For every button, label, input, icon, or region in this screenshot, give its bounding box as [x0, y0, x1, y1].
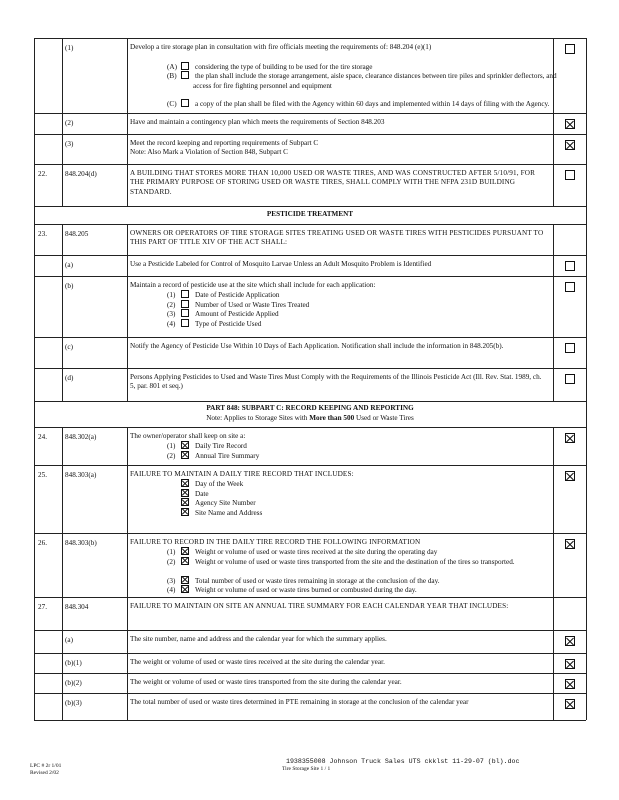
- item-number: 27.: [38, 603, 47, 611]
- column-rule: [62, 368, 63, 401]
- note-text: Used or Waste Tires: [354, 414, 414, 422]
- footer-revision: Revised 2/02: [30, 770, 59, 776]
- row-divider: [34, 673, 586, 674]
- sub-item-checkbox[interactable]: [181, 557, 189, 565]
- requirement-text: OWNERS OR OPERATORS OF TIRE STORAGE SITES TREATING USED OR WASTE TIRES WITH PESTICIDES PURSUANT TO THIS PART OF TITLE XIV OF THE ACT SHALL:: [130, 229, 544, 247]
- footer-file-name: 1938355008 Johnson Truck Sales UTS ckklst 11-29-07 (bl).doc: [286, 758, 520, 765]
- column-rule: [62, 693, 63, 720]
- item-number: 25.: [38, 471, 47, 479]
- column-rule: [127, 597, 128, 630]
- sub-item: [167, 319, 571, 329]
- violation-checkbox-r27b2[interactable]: [565, 679, 575, 689]
- sub-item: [167, 99, 571, 109]
- sub-item-checkbox[interactable]: [181, 498, 189, 506]
- sub-item-checkbox[interactable]: [181, 441, 189, 449]
- column-rule: [127, 337, 128, 368]
- sub-item-label: (B): [167, 72, 177, 81]
- column-rule: [127, 630, 128, 653]
- sub-item-text: considering the type of building to be used for the tire storage: [195, 62, 373, 71]
- section-reference: (b)(1): [65, 659, 82, 667]
- violation-checkbox-r1[interactable]: [565, 44, 575, 54]
- sub-item-checkbox[interactable]: [181, 290, 189, 298]
- column-rule: [553, 368, 554, 401]
- sub-item-checkbox[interactable]: [181, 62, 189, 70]
- column-rule: [62, 427, 63, 465]
- section-heading-pesticide: PESTICIDE TREATMENT: [266, 210, 354, 218]
- sub-item-label: (4): [167, 319, 176, 328]
- column-rule: [127, 255, 128, 276]
- column-rule: [62, 533, 63, 597]
- sub-item-text: Agency Site Number: [195, 499, 256, 508]
- section-reference: (c): [65, 343, 73, 351]
- requirement-text: FAILURE TO MAINTAIN ON SITE AN ANNUAL TIRE SUMMARY FOR EACH CALENDAR YEAR THAT INCLUDES:: [130, 602, 509, 610]
- sub-item: [167, 585, 571, 595]
- row-divider: [34, 206, 586, 207]
- column-rule: [62, 653, 63, 673]
- sub-item-checkbox[interactable]: [181, 300, 189, 308]
- column-rule: [62, 673, 63, 693]
- violation-checkbox-r27b3[interactable]: [565, 699, 575, 709]
- sub-item-text: Date of Pesticide Application: [195, 291, 280, 300]
- requirement-text: Meet the record keeping and reporting requirements of Subpart C: [130, 139, 319, 147]
- column-rule: [127, 368, 128, 401]
- section-reference: 848.204(d): [65, 170, 97, 178]
- column-rule: [62, 597, 63, 630]
- row-divider: [34, 134, 586, 135]
- column-rule: [127, 465, 128, 533]
- requirement-text: Use a Pesticide Labeled for Control of Mosquito Larvae Unless an Adult Mosquito Problem is Identified: [130, 260, 432, 268]
- section-reference: 848.303(b): [65, 539, 97, 547]
- sub-item-label: (3): [167, 310, 176, 319]
- row-divider: [34, 720, 586, 721]
- item-number: 24.: [38, 433, 47, 441]
- column-rule: [553, 134, 554, 164]
- column-rule: [553, 653, 554, 673]
- column-rule: [127, 693, 128, 720]
- section-reference: (b)(2): [65, 679, 82, 687]
- requirement-text: The owner/operator shall keep on site a:: [130, 432, 246, 440]
- violation-checkbox-r27b1[interactable]: [565, 659, 575, 669]
- sub-item-text: Daily Tire Record: [195, 442, 247, 451]
- footer-form-code: LPC # 2r 1/01: [30, 763, 62, 769]
- row-divider: [34, 465, 586, 466]
- column-rule: [127, 653, 128, 673]
- item-number: 22.: [38, 170, 47, 178]
- row-divider: [34, 653, 586, 654]
- column-rule: [553, 630, 554, 653]
- column-rule: [62, 113, 63, 134]
- row-divider: [34, 113, 586, 114]
- violation-checkbox-r27a[interactable]: [565, 636, 575, 646]
- footer-page-label: Tire Storage Site 1 / 1: [282, 766, 331, 772]
- note-text: Note: Applies to Storage Sites with: [206, 414, 310, 422]
- sub-item-label: (1): [167, 548, 176, 557]
- sub-item-checkbox[interactable]: [181, 508, 189, 516]
- sub-item-text: Type of Pesticide Used: [195, 319, 262, 328]
- sub-item-label: (2): [167, 451, 176, 460]
- column-rule: [127, 164, 128, 206]
- row-divider: [34, 337, 586, 338]
- column-rule: [553, 224, 554, 255]
- section-reference: (a): [65, 636, 73, 644]
- section-reference: (a): [65, 261, 73, 269]
- violation-checkbox-r23c[interactable]: [565, 343, 575, 353]
- column-rule: [553, 337, 554, 368]
- section-reference: 848.302(a): [65, 433, 97, 441]
- violation-checkbox-r23d[interactable]: [565, 374, 575, 384]
- sub-item-checkbox[interactable]: [181, 319, 189, 327]
- column-rule: [127, 533, 128, 597]
- column-rule: [62, 255, 63, 276]
- column-rule: [127, 134, 128, 164]
- sub-item-text: the plan shall include the storage arrangement, aisle space, clearance distances between tire piles and sprinkler deflectors, and access for fire fighting personnel and equipment: [193, 72, 557, 90]
- sub-item: [167, 508, 571, 518]
- sub-item-checkbox[interactable]: [181, 489, 189, 497]
- sub-item-text: Date: [195, 489, 209, 498]
- column-rule: [62, 224, 63, 255]
- row-divider: [34, 597, 586, 598]
- section-reference: (d): [65, 374, 74, 382]
- requirement-note: Note: Also Mark a Violation of Section 848, Subpart C: [130, 148, 288, 157]
- section-reference: (2): [65, 119, 74, 127]
- item-number: 23.: [38, 230, 47, 238]
- row-divider: [34, 427, 586, 428]
- column-rule: [553, 164, 554, 206]
- sub-item-label: (1): [167, 442, 176, 451]
- item-number: 26.: [38, 539, 47, 547]
- column-rule: [62, 337, 63, 368]
- row-divider: [34, 533, 586, 534]
- row-divider: [34, 401, 586, 402]
- sub-item-checkbox[interactable]: [181, 71, 189, 79]
- requirement-text: Maintain a record of pesticide use at the site which shall include for each application:: [130, 281, 376, 289]
- section-reference: (1): [65, 44, 74, 52]
- section-heading-subpart-c: PART 848: SUBPART C: RECORD KEEPING AND REPORTING: [206, 404, 414, 412]
- row-divider: [34, 368, 586, 369]
- requirement-text: Have and maintain a contingency plan which meets the requirements of Section 848.203: [130, 118, 385, 126]
- subpart-c-note: [34, 414, 586, 423]
- column-rule: [127, 673, 128, 693]
- column-rule: [127, 276, 128, 337]
- requirement-text: A BUILDING THAT STORES MORE THAN 10,000 USED OR WASTE TIRES, AND WAS CONSTRUCTED AFTER 5/10/91, FOR THE PRIMARY PURPOSE OF STORING USED OR WASTE TIRES, SHALL COMPLY WITH THE NFPA 231D BUILDING STANDARD.: [130, 169, 536, 196]
- column-rule: [62, 630, 63, 653]
- column-rule: [553, 673, 554, 693]
- column-rule: [127, 224, 128, 255]
- sub-item: [167, 451, 571, 461]
- section-reference: 848.303(a): [65, 471, 97, 479]
- column-rule: [62, 276, 63, 337]
- requirement-text: The site number, name and address and the calendar year for which the summary applies.: [130, 635, 387, 643]
- sub-item-checkbox[interactable]: [181, 576, 189, 584]
- table-right-border: [586, 38, 587, 720]
- sub-item-text: Total number of used or waste tires remaining in storage at the conclusion of the day.: [195, 576, 440, 585]
- requirement-text: The weight or volume of used or waste tires received at the site during the calendar year.: [130, 658, 385, 666]
- column-rule: [553, 255, 554, 276]
- sub-item-checkbox[interactable]: [181, 451, 189, 459]
- sub-item-checkbox[interactable]: [181, 99, 189, 107]
- column-rule: [62, 164, 63, 206]
- requirement-text: Persons Applying Pesticides to Used and Waste Tires Must Comply with the Requirements of the Illinois Pesticide Act (Ill. Rev. Stat. 1989, ch. 5, par. 801 et seq.): [130, 373, 542, 391]
- requirement-text: Notify the Agency of Pesticide Use Within 10 Days of Each Application. Notification shall include the information in 848.205(b).: [130, 342, 504, 350]
- row-divider: [34, 224, 586, 225]
- sub-item-label: (2): [167, 557, 176, 566]
- sub-item: [167, 71, 571, 91]
- column-rule: [553, 113, 554, 134]
- section-reference: 848.205: [65, 230, 89, 238]
- column-rule: [553, 597, 554, 630]
- row-divider: [34, 255, 586, 256]
- sub-item: [167, 557, 571, 567]
- sub-item-text: Site Name and Address: [195, 508, 263, 517]
- violation-checkbox-r22[interactable]: [565, 170, 575, 180]
- requirement-text: Develop a tire storage plan in consultation with fire officials meeting the requirements of: 848.204 (e)(1): [130, 43, 432, 51]
- sub-item-text: Amount of Pesticide Applied: [195, 310, 279, 319]
- column-rule: [127, 427, 128, 465]
- sub-item-text: Annual Tire Summary: [195, 451, 260, 460]
- sub-item-checkbox[interactable]: [181, 547, 189, 555]
- section-reference: (b): [65, 282, 74, 290]
- sub-item-checkbox[interactable]: [181, 309, 189, 317]
- column-rule: [62, 134, 63, 164]
- row-divider: [34, 164, 586, 165]
- row-divider: [34, 276, 586, 277]
- note-emphasis: More than 500: [309, 414, 355, 422]
- column-rule: [62, 38, 63, 113]
- violation-checkbox-r2[interactable]: [565, 119, 575, 129]
- sub-item-label: (3): [167, 576, 176, 585]
- sub-item-text: Weight or volume of used or waste tires burned or combusted during the day.: [195, 586, 417, 594]
- sub-item-text: Weight or volume of used or waste tires received at the site during the operating day: [195, 548, 438, 557]
- sub-item-label: (A): [167, 62, 177, 71]
- sub-item-text: Weight or volume of used or waste tires transported from the site and the destination of the tires so transported.: [195, 557, 515, 566]
- table-top-border: [34, 38, 586, 39]
- column-rule: [127, 38, 128, 113]
- section-reference: 848.304: [65, 603, 89, 611]
- sub-item-text: a copy of the plan shall be filed with the Agency within 60 days and implemented within 14 days of filing with the Agency.: [195, 100, 550, 109]
- sub-item-label: (C): [167, 100, 177, 109]
- sub-item-label: (2): [167, 300, 176, 309]
- sub-item-text: Day of the Week: [195, 480, 244, 489]
- section-reference: (3): [65, 140, 74, 148]
- sub-item-checkbox[interactable]: [181, 585, 189, 593]
- section-reference: (b)(3): [65, 699, 82, 707]
- table-left-border: [34, 38, 35, 720]
- requirement-text: FAILURE TO MAINTAIN A DAILY TIRE RECORD THAT INCLUDES:: [130, 470, 354, 478]
- column-rule: [127, 113, 128, 134]
- violation-checkbox-r23a[interactable]: [565, 261, 575, 271]
- sub-item-label: (4): [167, 586, 176, 594]
- row-divider: [34, 630, 586, 631]
- column-rule: [62, 465, 63, 533]
- requirement-text: The total number of used or waste tires determined in PTE remaining in storage at the conclusion of the calendar year: [130, 698, 469, 706]
- column-rule: [553, 693, 554, 720]
- sub-item-checkbox[interactable]: [181, 479, 189, 487]
- sub-item-text: Number of Used or Waste Tires Treated: [195, 300, 310, 309]
- violation-checkbox-r3[interactable]: [565, 140, 575, 150]
- requirement-text: FAILURE TO RECORD IN THE DAILY TIRE RECORD THE FOLLOWING INFORMATION: [130, 538, 421, 546]
- sub-item-label: (1): [167, 291, 176, 300]
- requirement-text: The weight or volume of used or waste tires transported from the site during the calendar year.: [130, 678, 402, 686]
- row-divider: [34, 693, 586, 694]
